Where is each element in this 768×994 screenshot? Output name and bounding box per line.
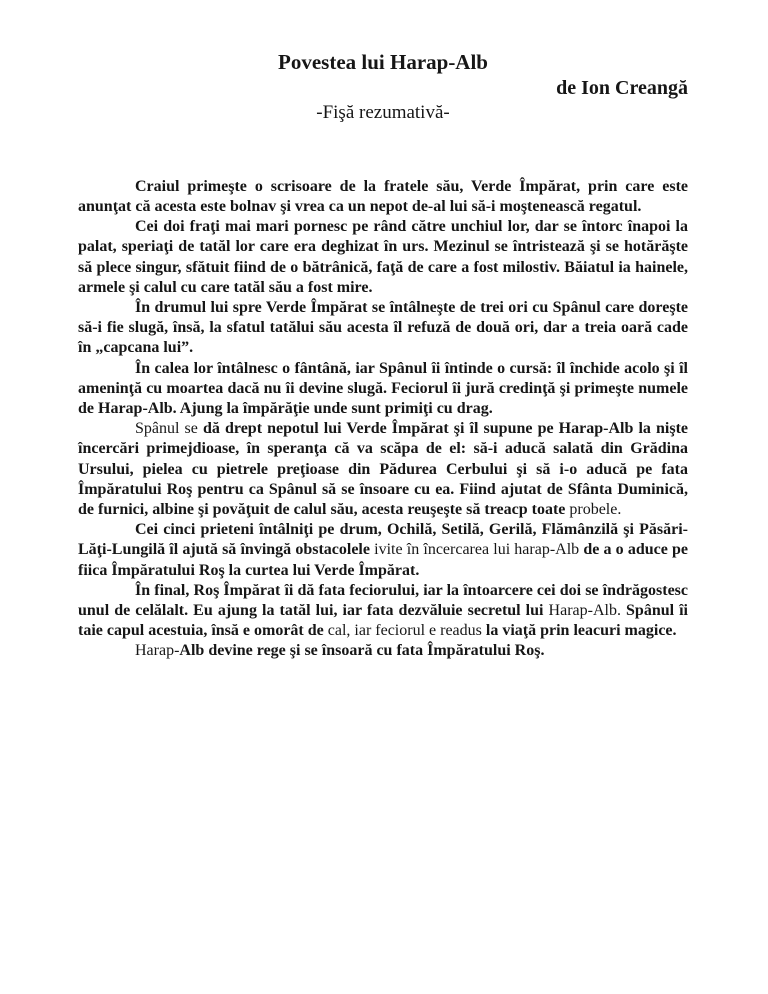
text-run: Cei doi fraţi mai mari pornesc pe rând către unchiul lor, dar se întorc înapoi la palat, speriaţi de tatăl lor care era deghizat în urs. Mezinul se întristează şi se hotărăşte să plece singur, sfătuit fiind de o bătrânică, faţă de care a fost milostiv. Băiatul ia hainele, armele şi calul cu care tatăl său a fost mire. <box>78 218 688 296</box>
text-run: Harap-Alb. <box>548 602 627 620</box>
paragraph <box>78 217 688 298</box>
text-run: În calea lor întâlnesc o fântână, iar Spânul îi întinde o cursă: îl închide acolo şi îl ameninţă cu moartea dacă nu îi devine slugă. Feciorul îi jură credinţă şi primeşte numele de Harap-Alb. Ajung la împărăţie unde sunt primiţi cu drag. <box>78 359 688 417</box>
text-run: În final, Roş Împărat îi dă fata feciorului, iar la întoarcere cei doi se îndrăgostesc unul de celălalt. Eu ajung la tatăl lui, iar fata dezvăluie secretul lui <box>78 581 688 620</box>
text-run: În drumul lui spre Verde Împărat se întâlneşte de trei ori cu Spânul care doreşte să-i fie slugă, însă, la sfatul tatălui său acesta îl refuză de două ori, dar a treia oară cade în „capcana lui”. <box>78 298 688 357</box>
paragraph <box>78 359 688 420</box>
paragraph <box>78 177 688 217</box>
paragraph <box>78 520 688 581</box>
text-run: cal, iar feciorul e readus <box>327 622 486 640</box>
paragraph <box>78 298 688 359</box>
document-author: de Ion Creangă <box>556 76 688 99</box>
text-run: Craiul primeşte o scrisoare de la fratele său, Verde Împărat, prin care este anunţat că acesta este bolnav şi vrea ca un nepot de-al lui să-i moştenească regatul. <box>78 177 688 215</box>
text-run: ivite în încercarea lui harap-Alb <box>374 541 584 559</box>
text-run: Alb devine rege şi se însoară cu fata Împăratului Roş. <box>179 642 545 660</box>
text-run: la viaţă prin leacuri magice. <box>485 622 677 640</box>
text-run: dă drept nepotul lui Verde Împărat şi îl supune pe Harap-Alb la nişte încercări primejdioase, în speranţa că va scăpa de el: să-i aducă salată din Grădina Ursului, pielea cu pietrele preţioase din Pădurea Cerbului şi să i-o aducă pe fata Împăratului Roş pentru ca Spânul să se însoare cu ea. Fiind ajutat de Sfânta Duminică, de furnici, albine şi povăţuit de calul său, acesta reuşeşte să treacp toate <box>78 420 688 519</box>
text-run: Spânul se <box>135 420 203 438</box>
text-run: Cei cinci prieteni întâlniţi pe drum, Ochilă, Setilă, Gerilă, Flămânzilă şi Păsări-Lăţi-Lungilă îl ajută să învingă obstacolele <box>78 521 688 559</box>
document-title: Povestea lui Harap-Alb <box>278 50 488 74</box>
document-body <box>78 177 688 662</box>
document-subtitle: -Fişă rezumativă- <box>316 102 450 124</box>
text-run: Harap- <box>135 642 180 660</box>
paragraph <box>78 641 688 661</box>
text-run: probele. <box>569 501 622 519</box>
text-run: de a o aduce pe fiica Împăratului Roş la curtea lui Verde Împărat. <box>78 541 689 579</box>
text-run: Spânul îi taie capul acestuia, însă e omorât de <box>78 602 689 640</box>
paragraph <box>78 419 688 520</box>
paragraph <box>78 581 688 642</box>
